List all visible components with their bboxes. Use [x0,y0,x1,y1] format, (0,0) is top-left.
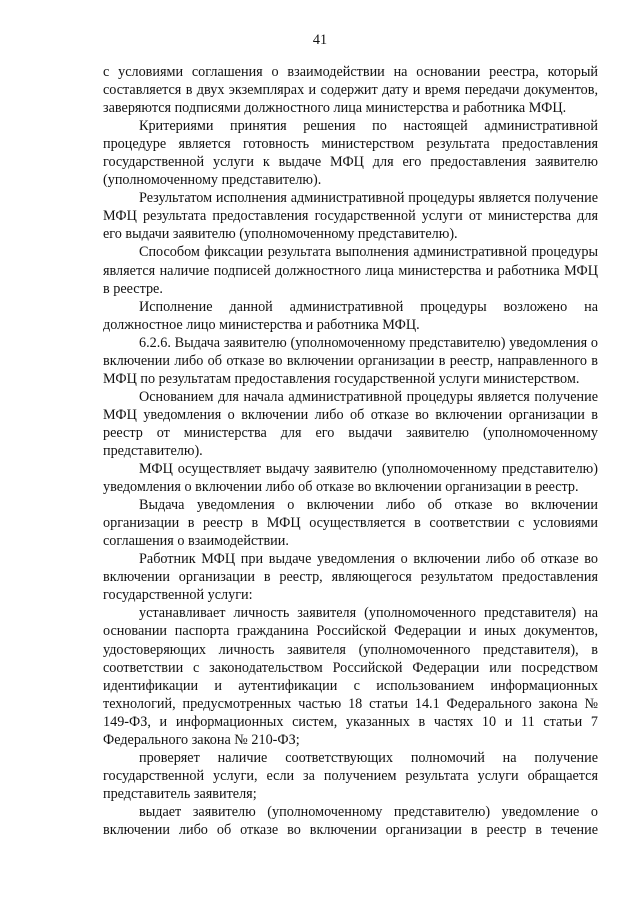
document-body [103,63,598,839]
paragraph: устанавливает личность заявителя (уполномоченного представителя) на основании паспорта гражданина Российской Федерации и иных документов, удостоверяющих личность заявителя (уполномоченного представителя), в соответствии с законодательством Российской Федерации или посредством идентификации и аутентификации с использованием информационных технологий, предусмотренных частью 18 статьи 14.1 Федерального закона № 149-ФЗ, и информационных систем, указанных в частях 10 и 11 статьи 7 Федерального закона № 210-ФЗ; [103,605,598,748]
paragraph: выдает заявителю (уполномоченному представителю) уведомление о включении либо об отказе во включении организации в реестр в течение [103,803,598,838]
paragraph: с условиями соглашения о взаимодействии на основании реестра, который составляется в двух экземплярах и содержит дату и время передачи документов, заверяются подписями должностного лица министерства и работника МФЦ. [103,64,598,117]
section-heading-paragraph: 6.2.6. Выдача заявителю (уполномоченному представителю) уведомления о включении либо об отказе во включении организации в реестр, направленного в МФЦ по результатам предоставления государственной услуги министерством. [103,334,598,387]
paragraph: Исполнение данной административной процедуры возложено на должностное лицо министерства и работника МФЦ. [103,298,598,333]
page-number: 41 [312,32,328,48]
paragraph: Работник МФЦ при выдаче уведомления о включении либо об отказе во включении организации в реестр, являющегося результатом предоставления государственной услуги: [103,551,598,604]
paragraph: МФЦ осуществляет выдачу заявителю (уполномоченному представителю) уведомления о включении либо об отказе во включении организации в реестр. [103,461,598,496]
paragraph: проверяет наличие соответствующих полномочий на получение государственной услуги, если за получением результата услуги обращается представитель заявителя; [103,749,598,802]
paragraph: Критериями принятия решения по настоящей административной процедуре является готовность министерством результата предоставления государственной услуги к выдаче МФЦ для его предоставления заявителю (уполномоченному представителю). [103,118,598,189]
paragraph: Способом фиксации результата выполнения административной процедуры является наличие подписей должностного лица министерства и работника МФЦ в реестре. [103,244,598,297]
paragraph: Результатом исполнения административной процедуры является получение МФЦ результата предоставления государственной услуги от министерства для его выдачи заявителю (уполномоченному представителю). [103,190,598,243]
paragraph: Выдача уведомления о включении либо об отказе во включении организации в реестр в МФЦ осуществляется в соответствии с условиями соглашения о взаимодействии. [103,497,598,550]
paragraph: Основанием для начала административной процедуры является получение МФЦ уведомления о включении либо об отказе во включении организации в реестр от министерства для его выдачи заявителю (уполномоченному представителю). [103,388,598,459]
